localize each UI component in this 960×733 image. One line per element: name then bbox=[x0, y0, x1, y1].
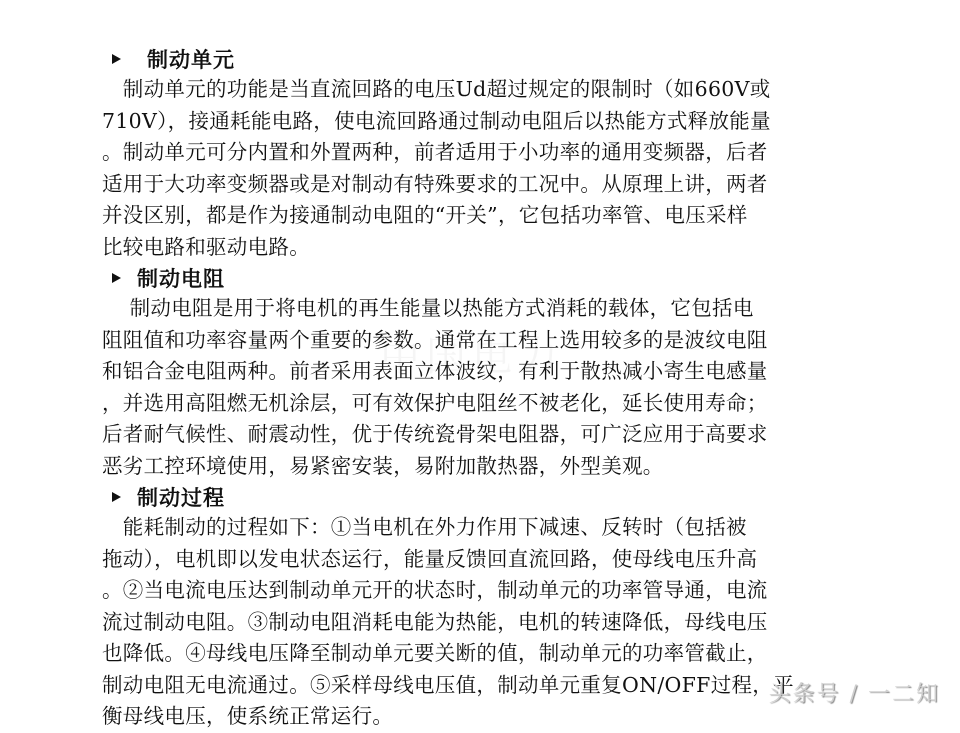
text-line: 和铝合金电阻两种。前者采用表面立体波纹，有利于散热减小寄生电感量 bbox=[102, 359, 768, 383]
text-line: 制动电阻是用于将电机的再生能量以热能方式消耗的载体，它包括电 bbox=[102, 296, 754, 320]
section-heading-braking-process bbox=[102, 482, 872, 512]
text-line: 比较电路和驱动电路。 bbox=[102, 234, 310, 259]
section-heading-braking-unit bbox=[102, 44, 872, 74]
paragraph-braking-unit bbox=[102, 74, 872, 263]
document-body bbox=[102, 44, 872, 733]
source-watermark: 头条号 / 一二知 bbox=[768, 682, 940, 707]
text-line: 并没区别，都是作为接通制动电阻的“开关”，它包括功率管、电压采样 bbox=[102, 203, 748, 227]
section-heading-braking-resistor bbox=[102, 263, 872, 293]
text-line: 流过制动电阻。③制动电阻消耗电能为热能，电机的转速降低，母线电压 bbox=[102, 609, 768, 634]
paragraph-braking-process bbox=[102, 512, 872, 733]
text-line: 适用于大功率变频器或是对制动有特殊要求的工况中。从原理上讲，两者 bbox=[102, 171, 768, 196]
paragraph-braking-resistor bbox=[102, 293, 872, 482]
text-line: ，并选用高阻燃无机涂层，可有效保护电阻丝不被老化，延长使用寿命； bbox=[102, 390, 768, 415]
text-line: 710V），接通耗能电路，使电流回路通过制动电阻后以热能方式释放能量 bbox=[102, 108, 771, 133]
text-line: 后者耐气候性、耐震动性，优于传统瓷骨架电阻器，可广泛应用于高要求 bbox=[102, 422, 768, 446]
text-line: 制动单元的功能是当直流回路的电压Ud超过规定的限制时（如660V或 bbox=[102, 77, 771, 101]
triangle-bullet-icon bbox=[112, 273, 121, 283]
text-line: 衡母线电压，使系统正常运行。 bbox=[102, 704, 394, 728]
text-line: 制动电阻无电流通过。⑤采样母线电压值，制动单元重复ON/OFF过程，平 bbox=[102, 672, 794, 697]
text-line: 能耗制动的过程如下：①当电机在外力作用下减速、反转时（包括被 bbox=[102, 515, 747, 539]
text-line: 。②当电流电压达到制动单元开的状态时，制动单元的功率管导通，电流 bbox=[102, 578, 768, 602]
heading-label: 制动电阻 bbox=[137, 267, 225, 291]
triangle-bullet-icon bbox=[112, 492, 121, 502]
heading-label: 制动过程 bbox=[137, 486, 225, 510]
triangle-bullet-icon bbox=[112, 54, 121, 64]
text-line: 。制动单元可分内置和外置两种，前者适用于小功率的通用变频器，后者 bbox=[102, 140, 768, 164]
text-line: 拖动），电机即以发电状态运行，能量反馈回直流回路，使母线电压升高 bbox=[102, 546, 758, 571]
text-line: 也降低。④母线电压降至制动单元要关断的值，制动单元的功率管截止， bbox=[102, 641, 768, 665]
text-line: 阻阻值和功率容量两个重要的参数。通常在工程上选用较多的是波纹电阻 bbox=[102, 327, 768, 352]
heading-label: 制动单元 bbox=[147, 48, 235, 72]
text-line: 恶劣工控环境使用，易紧密安装，易附加散热器，外型美观。 bbox=[102, 453, 664, 478]
